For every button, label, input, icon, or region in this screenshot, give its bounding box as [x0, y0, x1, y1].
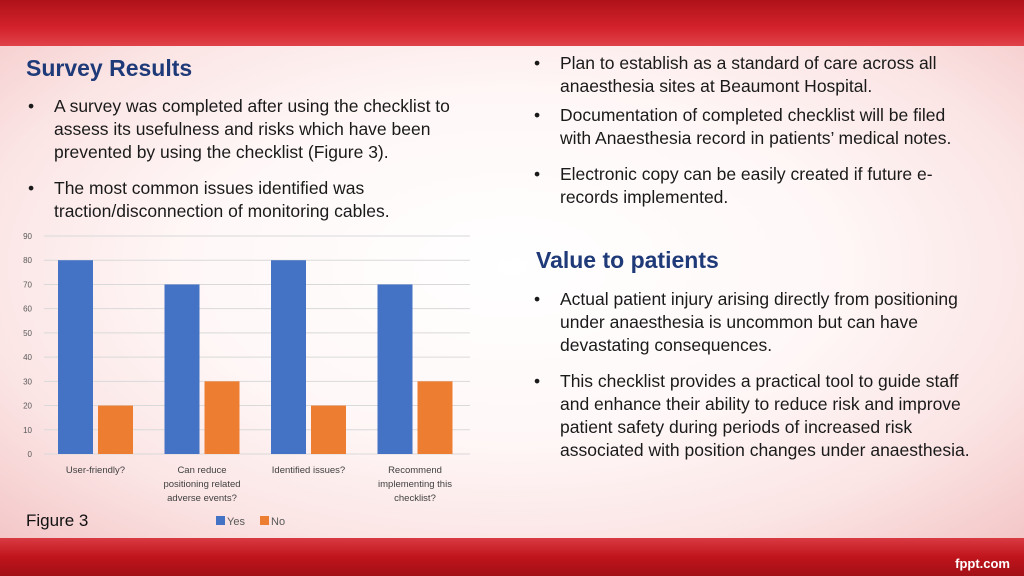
top-banner: [0, 0, 1024, 46]
fppt-logo: fppt.com: [955, 556, 1010, 571]
legend-swatch: [216, 516, 225, 525]
right-bullet-list: [530, 52, 975, 209]
left-bullet-list: [24, 95, 494, 223]
list-item: • This checklist provides a practical tool to guide staff and enhance their ability to reduce risk and improve patient safety during periods of increased risk associated with position changes under anaesthesia.: [530, 370, 980, 462]
no-bar: [418, 381, 453, 454]
x-tick-label: implementing this: [378, 479, 452, 490]
y-tick-label: 90: [23, 232, 32, 241]
list-item: • Plan to establish as a standard of care across all anaesthesia sites at Beaumont Hospital.: [530, 52, 975, 98]
legend-swatch: [260, 516, 269, 525]
x-tick-label: Recommend: [388, 465, 442, 476]
y-tick-label: 0: [27, 450, 32, 459]
figure-label: Figure 3: [26, 511, 89, 530]
x-tick-label: checklist?: [394, 493, 436, 504]
list-item: • Electronic copy can be easily created if future e-records implemented.: [530, 163, 975, 209]
yes-bar: [378, 284, 413, 454]
list-item: • Actual patient injury arising directly from positioning under anaesthesia is uncommon but can have devastating consequences.: [530, 288, 980, 357]
x-tick-label: Can reduce: [177, 465, 227, 476]
y-tick-label: 30: [23, 377, 32, 387]
yes-bar: [271, 260, 306, 454]
bottom-banner: [0, 538, 1024, 576]
list-item: • Documentation of completed checklist will be filed with Anaesthesia record in patients’ medical notes.: [530, 104, 975, 150]
x-tick-label: positioning related: [163, 479, 241, 490]
survey-bar-chart: [0, 225, 490, 540]
yes-bar: [165, 284, 200, 454]
list-item: • The most common issues identified was traction/disconnection of monitoring cables.: [24, 177, 494, 223]
y-tick-label: 10: [23, 425, 32, 435]
y-tick-label: 50: [23, 328, 32, 338]
no-bar: [98, 406, 133, 454]
survey-results-title: Survey Results: [26, 55, 193, 81]
x-tick-label: adverse events?: [167, 493, 237, 504]
no-bar: [205, 381, 240, 454]
no-bar: [311, 406, 346, 454]
x-tick-label: Identified issues?: [271, 465, 346, 476]
y-tick-label: 80: [23, 256, 32, 266]
y-tick-label: 40: [23, 353, 32, 363]
y-tick-label: 20: [23, 401, 32, 411]
y-tick-label: 70: [23, 280, 32, 290]
value-to-patients-title: Value to patients: [536, 247, 719, 273]
legend-label: Yes: [227, 516, 245, 528]
list-item: • A survey was completed after using the checklist to assess its usefulness and risks which have been prevented by using the checklist (Figure 3).: [24, 95, 494, 164]
yes-bar: [58, 260, 93, 454]
legend-label: No: [271, 516, 286, 528]
y-tick-label: 60: [23, 304, 32, 314]
x-tick-label: User-friendly?: [65, 465, 126, 476]
value-bullet-list: [530, 288, 980, 462]
